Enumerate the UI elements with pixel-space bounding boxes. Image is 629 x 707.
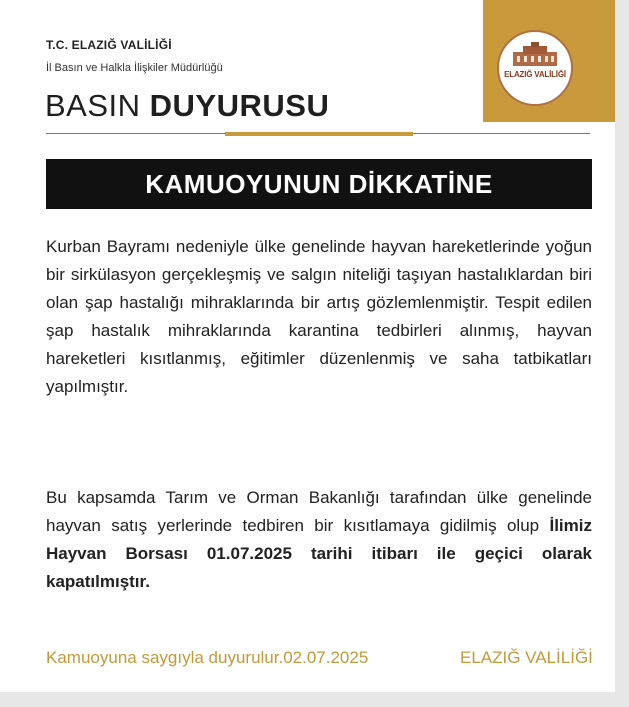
page-title [45, 88, 329, 124]
logo-text: ELAZIĞ VALİLİĞİ [504, 70, 566, 79]
closing-statement: Kamuoyuna saygıyla duyurulur.02.07.2025 [46, 648, 369, 667]
building-icon [509, 42, 561, 68]
paragraph-2-emphasis: İlimiz Hayvan Borsası 01.07.2025 tarihi itibarı ile geçici olarak kapatılmıştır. [46, 516, 592, 591]
governorship-logo [497, 30, 573, 106]
org-department: İl Basın ve Halkla İlişkiler Müdürlüğü [46, 62, 223, 74]
signature-authority: ELAZIĞ VALİLİĞİ [460, 648, 593, 667]
title-accent-bar [225, 132, 413, 136]
attention-banner: KAMUOYUNUN DİKKATİNE [46, 159, 592, 209]
paragraph-2-text: Bu kapsamda Tarım ve Orman Bakanlığı tarafından ülke genelinde hayvan satış yerlerinde tedbiren bir kısıtlamaya gidilmiş olup [46, 488, 592, 535]
paragraph-2 [46, 484, 592, 596]
title-bold: DUYURUSU [149, 88, 330, 123]
paragraph-1: Kurban Bayramı nedeniyle ülke genelinde hayvan hareketlerinde yoğun bir sirkülasyon gerçekleşmiş ve salgın niteliği taşıyan hastalıklardan biri olan şap hastalığı mihraklarında bir artış gözlemlenmiştir. Tespit edilen şap hastalık mihraklarında karantina tedbirleri alınmış, hayvan hareketleri kısıtlanmış, eğitimler düzenlenmiş ve saha tatbikatları yapılmıştır. [46, 237, 592, 396]
title-light: BASIN [45, 88, 150, 123]
org-name: T.C. ELAZIĞ VALİLİĞİ [46, 38, 172, 52]
